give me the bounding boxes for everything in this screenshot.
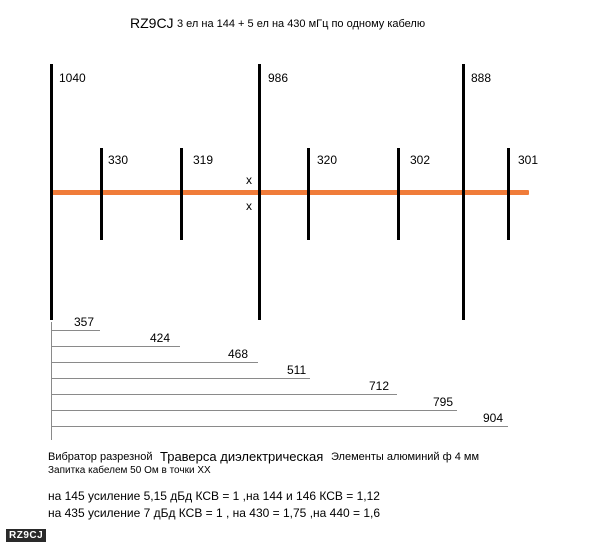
spacing-label: 468 bbox=[228, 347, 249, 361]
uhf-element bbox=[100, 148, 103, 240]
vhf-length-label: 986 bbox=[268, 71, 289, 85]
antenna-subtitle: 3 ел на 144 + 5 ел на 430 мГц по одному кабелю bbox=[177, 18, 426, 30]
spacing-label: 357 bbox=[74, 315, 95, 329]
uhf-length-label: 301 bbox=[518, 153, 539, 167]
note-dipole: Вибратор разрезной bbox=[48, 451, 153, 463]
vhf-element-dipole bbox=[258, 64, 261, 320]
feed-point-mark: x bbox=[246, 173, 252, 187]
boom-traverse bbox=[52, 190, 529, 195]
spacing-rule bbox=[52, 410, 457, 411]
spacing-rule bbox=[52, 362, 258, 363]
uhf-length-label: 330 bbox=[108, 153, 129, 167]
uhf-element bbox=[180, 148, 183, 240]
uhf-length-label: 319 bbox=[193, 153, 214, 167]
vhf-length-label: 1040 bbox=[59, 71, 86, 85]
note-feed: Запитка кабелем 50 Ом в точки ХХ bbox=[48, 465, 211, 476]
spacing-label: 904 bbox=[483, 411, 504, 425]
vhf-length-label: 888 bbox=[471, 71, 492, 85]
performance-144: на 145 усиление 5,15 дБд КСВ = 1 ,на 144 и 146 КСВ = 1,12 bbox=[48, 489, 380, 503]
vhf-element-reflector bbox=[50, 64, 53, 320]
vhf-element-director bbox=[462, 64, 465, 320]
spacing-rule bbox=[52, 426, 508, 427]
note-elements: Элементы алюминий ф 4 мм bbox=[331, 451, 480, 463]
uhf-length-label: 302 bbox=[410, 153, 431, 167]
performance-430: на 435 усиление 7 дБд КСВ = 1 , на 430 = 1,75 ,на 440 = 1,6 bbox=[48, 506, 381, 520]
uhf-length-label: 320 bbox=[317, 153, 338, 167]
spacing-origin-line bbox=[51, 322, 52, 440]
uhf-element bbox=[307, 148, 310, 240]
note-boom: Траверса диэлектрическая bbox=[160, 449, 324, 464]
uhf-element bbox=[397, 148, 400, 240]
spacing-label: 712 bbox=[369, 379, 390, 393]
spacing-rule bbox=[52, 378, 310, 379]
spacing-rule bbox=[52, 330, 100, 331]
callsign-title: RZ9CJ bbox=[130, 15, 174, 31]
spacing-label: 511 bbox=[287, 363, 307, 377]
feed-point-mark: x bbox=[246, 199, 252, 213]
uhf-element bbox=[507, 148, 510, 240]
spacing-label: 424 bbox=[150, 331, 171, 345]
spacing-rule bbox=[52, 346, 180, 347]
spacing-rule bbox=[52, 394, 397, 395]
callsign-logo: RZ9CJ bbox=[6, 529, 46, 542]
spacing-label: 795 bbox=[433, 395, 454, 409]
